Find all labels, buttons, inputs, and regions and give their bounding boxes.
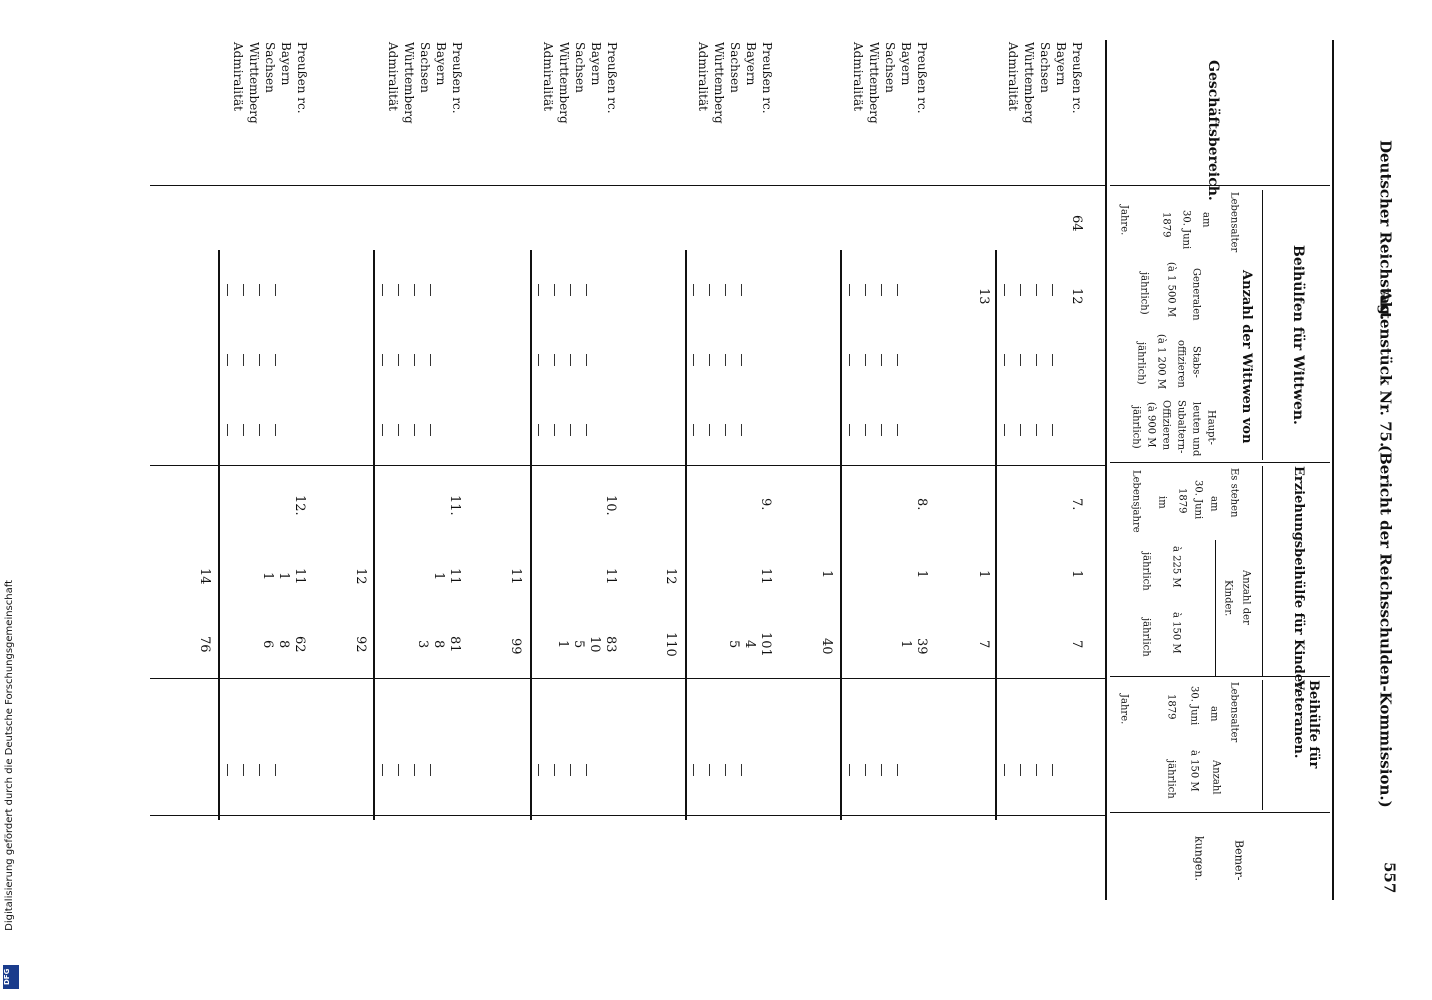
header-es-stehen-6: Lebensjahre xyxy=(1130,470,1142,533)
g6-kinder-225: 11 xyxy=(291,568,307,585)
empty-cell-dash xyxy=(586,764,587,776)
g4-kinder-150-total: 99 xyxy=(507,638,523,655)
running-head-title: Deutscher Reichstag. xyxy=(1376,140,1395,321)
header-sub-rule-kinder-anzahl xyxy=(1215,540,1216,676)
empty-cell-dash xyxy=(1052,354,1053,366)
g6-kinder-150: 62 xyxy=(291,636,307,653)
g2-kinder-150-b: 1 xyxy=(897,640,913,649)
g3-kinder-150-b: 4 xyxy=(741,640,757,649)
g1-kinder-150: 7 xyxy=(1068,640,1084,649)
g4-kinder-225: 11 xyxy=(602,568,618,585)
sidenote-text: Digitalisierung gefördert durch die Deutsche Forschungsgemeinschaft xyxy=(4,580,15,931)
g2-kinder-225: 1 xyxy=(913,570,929,579)
g5-kinder-150: 81 xyxy=(446,636,462,653)
header-lebensalter-5: Jahre. xyxy=(1118,205,1130,236)
empty-cell-dash xyxy=(865,424,866,436)
g3-kinder-150-c: 5 xyxy=(725,640,741,649)
empty-cell-dash xyxy=(570,764,571,776)
g2-kinder-150: 39 xyxy=(913,638,929,655)
empty-cell-dash xyxy=(725,764,726,776)
header-vet-alter-2: am xyxy=(1208,706,1220,722)
g4-es-stehen: 10. xyxy=(602,495,618,516)
empty-cell-dash xyxy=(1004,764,1005,776)
empty-cell-dash xyxy=(1052,284,1053,296)
state-label: Admiralität xyxy=(231,42,245,111)
empty-cell-dash xyxy=(693,284,694,296)
g3-kinder-225-total: 12 xyxy=(662,568,678,585)
empty-cell-dash xyxy=(259,764,260,776)
empty-cell-dash xyxy=(709,424,710,436)
group-6-states xyxy=(230,42,310,124)
body-rule-1 xyxy=(150,185,1105,186)
header-bemerkungen-2: kungen. xyxy=(1192,836,1206,881)
header-vet-alter-4: 1879 xyxy=(1165,694,1177,720)
empty-cell-dash xyxy=(865,354,866,366)
g1-kinder-225-mark: 1 xyxy=(975,570,991,579)
g1-generalen: 12 xyxy=(1068,288,1084,305)
g6-kinder-150-b: 8 xyxy=(275,640,291,649)
g6-es-stehen: 12. xyxy=(291,495,307,516)
g1-generalen-total: 13 xyxy=(975,288,991,305)
empty-cell-dash xyxy=(570,284,571,296)
empty-cell-dash xyxy=(897,424,898,436)
header-sub-rule-kinder xyxy=(1262,466,1263,676)
header-kinder-225-1: à 225 M xyxy=(1170,546,1182,588)
g5-kinder-225-b: 1 xyxy=(430,572,446,581)
g5-kinder-150-total: 92 xyxy=(352,636,368,653)
empty-cell-dash xyxy=(275,424,276,436)
header-haupt-1: Haupt- xyxy=(1205,410,1217,445)
group-separator-6 xyxy=(218,250,220,820)
g4-kinder-225-total: 11 xyxy=(507,568,523,585)
empty-cell-dash xyxy=(570,354,571,366)
g6-kinder-225-b: 1 xyxy=(275,572,291,581)
g4-kinder-150-d: 1 xyxy=(554,640,570,649)
empty-cell-dash xyxy=(382,354,383,366)
g5-es-stehen: 11. xyxy=(446,495,462,516)
empty-cell-dash xyxy=(382,764,383,776)
header-lebensalter-3: 30. Juni xyxy=(1180,210,1192,250)
empty-cell-dash xyxy=(849,764,850,776)
empty-cell-dash xyxy=(709,284,710,296)
empty-cell-dash xyxy=(243,354,244,366)
empty-cell-dash xyxy=(382,284,383,296)
empty-cell-dash xyxy=(1052,424,1053,436)
header-es-stehen-4: 1879 xyxy=(1176,488,1188,514)
state-label: Württemberg xyxy=(402,42,416,124)
header-beihuelfen-witwen: Beihülfen für Wittwen. xyxy=(1290,245,1307,425)
header-stabs-3: (à 1 200 M xyxy=(1155,334,1167,390)
state-label: Preußen rc. xyxy=(760,42,774,114)
g2-es-stehen: 8. xyxy=(913,498,929,511)
group-2-states xyxy=(850,42,930,124)
header-haupt-5: (à 900 M xyxy=(1145,402,1157,448)
state-label: Admiralität xyxy=(851,42,865,111)
empty-cell-dash xyxy=(897,354,898,366)
header-vet-alter-3: 30. Juni xyxy=(1188,686,1200,726)
g4-kinder-150-c: 5 xyxy=(570,640,586,649)
empty-cell-dash xyxy=(1004,284,1005,296)
header-es-stehen-1: Es stehen xyxy=(1228,468,1240,518)
body-rule-3 xyxy=(150,678,1105,679)
header-vet-anzahl-3: jährlich xyxy=(1165,760,1177,799)
empty-cell-dash xyxy=(849,424,850,436)
empty-cell-dash xyxy=(881,354,882,366)
empty-cell-dash xyxy=(554,284,555,296)
group-separator-4 xyxy=(530,250,532,820)
sidenote xyxy=(2,580,22,980)
header-stabs-2: offizieren xyxy=(1175,340,1187,388)
empty-cell-dash xyxy=(275,764,276,776)
g6-kinder-150-total: 76 xyxy=(196,636,212,653)
empty-cell-dash xyxy=(398,424,399,436)
header-vet-anzahl-2: à 150 M xyxy=(1188,750,1200,792)
state-label: Bayern xyxy=(434,42,448,86)
g5-kinder-225-total: 12 xyxy=(352,568,368,585)
running-head-document: Aktenstück Nr. 75. xyxy=(1376,290,1395,448)
group-1-states xyxy=(1005,42,1085,124)
state-label: Admiralität xyxy=(696,42,710,111)
empty-cell-dash xyxy=(398,284,399,296)
header-vet-alter-1: Lebensalter xyxy=(1228,682,1240,743)
state-label: Admiralität xyxy=(541,42,555,111)
empty-cell-dash xyxy=(554,354,555,366)
g2-kinder-225-total: 1 xyxy=(818,570,834,579)
group-4-states xyxy=(540,42,620,124)
running-head-subtitle: (Bericht der Reichsschulden-Kommission.) xyxy=(1376,445,1395,808)
g5-kinder-225: 11 xyxy=(446,568,462,585)
state-label: Bayern xyxy=(899,42,913,86)
empty-cell-dash xyxy=(259,354,260,366)
empty-cell-dash xyxy=(1020,354,1021,366)
header-sub-rule-witwen xyxy=(1262,190,1263,460)
empty-cell-dash xyxy=(693,424,694,436)
state-label: Bayern xyxy=(279,42,293,86)
g5-kinder-150-b: 8 xyxy=(430,640,446,649)
empty-cell-dash xyxy=(865,284,866,296)
header-stabs-1: Stabs- xyxy=(1190,346,1202,378)
empty-cell-dash xyxy=(897,284,898,296)
group-separator-2 xyxy=(840,250,842,820)
state-label: Admiralität xyxy=(386,42,400,111)
empty-cell-dash xyxy=(430,764,431,776)
header-bemerkungen-1: Bemer- xyxy=(1232,840,1246,881)
body-rule-2 xyxy=(150,465,1105,466)
empty-cell-dash xyxy=(430,284,431,296)
empty-cell-dash xyxy=(554,764,555,776)
empty-cell-dash xyxy=(849,284,850,296)
empty-cell-dash xyxy=(538,284,539,296)
header-es-stehen-5: im xyxy=(1156,496,1168,509)
header-anzahl-kinder-1: Anzahl der xyxy=(1240,570,1252,625)
g4-kinder-150: 83 xyxy=(602,636,618,653)
g6-kinder-150-c: 6 xyxy=(259,640,275,649)
state-label: Bayern xyxy=(744,42,758,86)
header-kinder-150-1: à 150 M xyxy=(1170,612,1182,654)
empty-cell-dash xyxy=(1020,284,1021,296)
empty-cell-dash xyxy=(1036,424,1037,436)
empty-cell-dash xyxy=(693,764,694,776)
empty-cell-dash xyxy=(725,284,726,296)
header-rule xyxy=(1332,40,1334,900)
group-separator-3 xyxy=(685,250,687,820)
empty-cell-dash xyxy=(538,424,539,436)
body-rule-4 xyxy=(150,815,1105,816)
empty-cell-dash xyxy=(243,424,244,436)
empty-cell-dash xyxy=(741,764,742,776)
empty-cell-dash xyxy=(1036,284,1037,296)
empty-cell-dash xyxy=(1020,764,1021,776)
empty-cell-dash xyxy=(398,764,399,776)
empty-cell-dash xyxy=(414,354,415,366)
empty-cell-dash xyxy=(881,284,882,296)
g6-kinder-225-total: 14 xyxy=(196,568,212,585)
state-label: Preußen rc. xyxy=(450,42,464,114)
state-label: Bayern xyxy=(589,42,603,86)
empty-cell-dash xyxy=(725,424,726,436)
state-label: Württemberg xyxy=(867,42,881,124)
header-sub-rule-veteranen xyxy=(1262,680,1263,810)
state-label: Württemberg xyxy=(712,42,726,124)
empty-cell-dash xyxy=(398,354,399,366)
g2-kinder-150-total: 40 xyxy=(818,638,834,655)
empty-cell-dash xyxy=(430,424,431,436)
empty-cell-dash xyxy=(1004,354,1005,366)
empty-cell-dash xyxy=(865,764,866,776)
header-lebensalter-2: am xyxy=(1200,212,1212,228)
dfg-logo-icon: DFG xyxy=(3,965,19,989)
g5-kinder-150-c: 3 xyxy=(414,640,430,649)
header-divider-2 xyxy=(1110,462,1330,463)
header-divider-4 xyxy=(1110,812,1330,813)
state-label: Württemberg xyxy=(247,42,261,124)
header-vet-anzahl-1: Anzahl xyxy=(1210,760,1222,795)
empty-cell-dash xyxy=(1036,764,1037,776)
empty-cell-dash xyxy=(275,354,276,366)
state-label: Sachsen xyxy=(573,42,587,93)
header-haupt-3: Subaltern- xyxy=(1175,400,1187,454)
g1-kinder-225: 1 xyxy=(1068,570,1084,579)
state-label: Admiralität xyxy=(1006,42,1020,111)
empty-cell-dash xyxy=(1052,764,1053,776)
g4-kinder-150-b: 10 xyxy=(586,636,602,653)
header-haupt-4: Offizieren xyxy=(1160,400,1172,451)
g3-es-stehen: 9. xyxy=(757,498,773,511)
state-label: Sachsen xyxy=(883,42,897,93)
header-anzahl-kinder-2: Kinder. xyxy=(1222,580,1234,617)
state-label: Sachsen xyxy=(263,42,277,93)
header-vet-alter-5: Jahre. xyxy=(1118,694,1130,725)
header-generalen-3: jährlich) xyxy=(1138,272,1150,315)
empty-cell-dash xyxy=(693,354,694,366)
header-bottom-rule xyxy=(1105,40,1107,900)
header-lebensalter-4: 1879 xyxy=(1160,212,1172,238)
header-es-stehen-3: 30. Juni xyxy=(1192,480,1204,520)
g3-kinder-225: 11 xyxy=(757,568,773,585)
state-label: Sachsen xyxy=(418,42,432,93)
empty-cell-dash xyxy=(881,764,882,776)
header-es-stehen-2: am xyxy=(1208,496,1220,512)
header-veteranen: Beihülfe für Veteranen. xyxy=(1290,680,1321,769)
header-generalen-2: (à 1 500 M xyxy=(1165,262,1177,318)
empty-cell-dash xyxy=(227,424,228,436)
state-label: Preußen rc. xyxy=(915,42,929,114)
empty-cell-dash xyxy=(897,764,898,776)
header-lebensalter-1: Lebensalter xyxy=(1228,192,1240,253)
empty-cell-dash xyxy=(538,354,539,366)
empty-cell-dash xyxy=(382,424,383,436)
g1-es-stehen: 7. xyxy=(1068,498,1084,511)
state-label: Preußen rc. xyxy=(605,42,619,114)
state-label: Sachsen xyxy=(1038,42,1052,93)
empty-cell-dash xyxy=(1004,424,1005,436)
empty-cell-dash xyxy=(227,764,228,776)
empty-cell-dash xyxy=(227,284,228,296)
group-separator-1 xyxy=(995,250,997,820)
empty-cell-dash xyxy=(538,764,539,776)
empty-cell-dash xyxy=(414,424,415,436)
header-geschaeftsbereich: Geschäftsbereich. xyxy=(1205,60,1222,201)
group-5-states xyxy=(385,42,465,124)
header-generalen-1: Generalen xyxy=(1190,268,1202,321)
empty-cell-dash xyxy=(259,424,260,436)
header-kinder-150-2: jährlich xyxy=(1140,618,1152,657)
empty-cell-dash xyxy=(881,424,882,436)
empty-cell-dash xyxy=(227,354,228,366)
state-label: Sachsen xyxy=(728,42,742,93)
g6-kinder-225-c: 1 xyxy=(259,572,275,581)
empty-cell-dash xyxy=(259,284,260,296)
state-label: Württemberg xyxy=(1022,42,1036,124)
empty-cell-dash xyxy=(586,354,587,366)
state-label: Preußen rc. xyxy=(295,42,309,114)
state-label: Württemberg xyxy=(557,42,571,124)
empty-cell-dash xyxy=(741,284,742,296)
g1-kinder-150-total: 7 xyxy=(975,640,991,649)
group-3-states xyxy=(695,42,775,124)
empty-cell-dash xyxy=(414,764,415,776)
empty-cell-dash xyxy=(570,424,571,436)
header-kinder-225-2: jährlich xyxy=(1140,552,1152,591)
empty-cell-dash xyxy=(849,354,850,366)
header-haupt-2: leuten und xyxy=(1190,402,1202,457)
empty-cell-dash xyxy=(741,424,742,436)
header-erziehung: Erziehungsbeihülfe für Kinder. xyxy=(1290,466,1306,693)
empty-cell-dash xyxy=(741,354,742,366)
empty-cell-dash xyxy=(586,424,587,436)
empty-cell-dash xyxy=(275,284,276,296)
empty-cell-dash xyxy=(709,764,710,776)
empty-cell-dash xyxy=(430,354,431,366)
g3-kinder-150: 101 xyxy=(757,632,773,657)
empty-cell-dash xyxy=(1020,424,1021,436)
g1-lebensalter: 64 xyxy=(1068,215,1084,232)
state-label: Preußen rc. xyxy=(1070,42,1084,114)
empty-cell-dash xyxy=(586,284,587,296)
header-anzahl-witwen: Anzahl der Wittwen von xyxy=(1238,270,1254,444)
empty-cell-dash xyxy=(554,424,555,436)
state-label: Bayern xyxy=(1054,42,1068,86)
empty-cell-dash xyxy=(709,354,710,366)
empty-cell-dash xyxy=(1036,354,1037,366)
empty-cell-dash xyxy=(243,284,244,296)
page-number: 557 xyxy=(1380,862,1399,894)
header-stabs-4: jährlich) xyxy=(1135,342,1147,385)
header-haupt-6: jährlich) xyxy=(1130,406,1142,449)
group-separator-5 xyxy=(373,250,375,820)
empty-cell-dash xyxy=(414,284,415,296)
empty-cell-dash xyxy=(243,764,244,776)
empty-cell-dash xyxy=(725,354,726,366)
g3-kinder-150-total: 110 xyxy=(662,632,678,657)
